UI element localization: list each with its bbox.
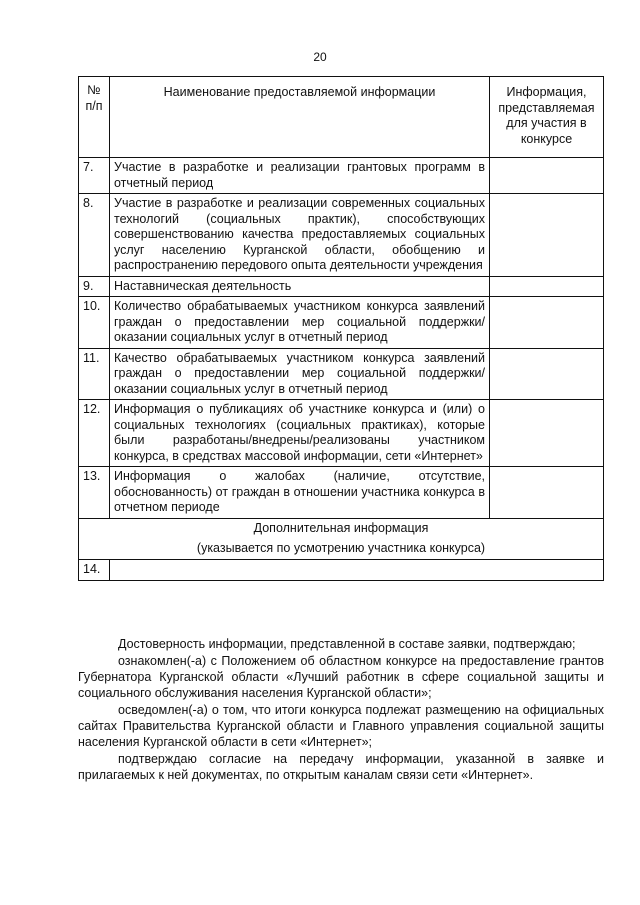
row-info-cell[interactable] xyxy=(490,297,604,349)
row-text: Информация о жалобах (наличие, отсутствие, обоснованность) от граждан в отношении участника конкурса в отчетном периоде xyxy=(110,467,490,519)
row-text: Качество обрабатываемых участником конкурса заявлений граждан о предоставлении мер социальной поддержки/оказании социальных услуг в отчетный период xyxy=(110,348,490,400)
row-text: Наставническая деятельность xyxy=(110,276,490,297)
row-text-input[interactable] xyxy=(110,559,604,580)
table-row xyxy=(79,158,604,194)
row-number: 7. xyxy=(79,158,110,194)
table-row xyxy=(79,194,604,277)
additional-info-title: Дополнительная информация xyxy=(253,520,429,535)
row-text: Участие в разработке и реализации современных социальных технологий (социальных практик), способствующих совершенствованию качества предоставляемых социальных услуг населению Курганской области, обобщению и распространению передового опыта деятельности учреждения xyxy=(110,194,490,277)
table-row xyxy=(79,348,604,400)
declaration-reliability: Достоверность информации, представленной в составе заявки, подтверждаю; xyxy=(118,637,576,651)
declaration-familiarized: ознакомлен(-а) с Положением об областном конкурсе на предоставление грантов Губернатора Курганской области «Лучший работник в сфере социальной защиты и социального обслуживания населения Курганской области»; xyxy=(78,654,604,700)
row-number: 8. xyxy=(79,194,110,277)
row-info-cell[interactable] xyxy=(490,400,604,467)
row-number: 11. xyxy=(79,348,110,400)
table-row xyxy=(79,467,604,519)
table-row xyxy=(79,276,604,297)
row-text: Количество обрабатываемых участником конкурса заявлений граждан о предоставлении мер социальной поддержки/оказании социальных услуг в отчетный период xyxy=(110,297,490,349)
row-number: 9. xyxy=(79,276,110,297)
row-number: 10. xyxy=(79,297,110,349)
row-info-cell[interactable] xyxy=(490,467,604,519)
row-number: 14. xyxy=(79,559,110,580)
table-row xyxy=(79,559,604,580)
row-text: Информация о публикациях об участнике конкурса и (или) о социальных технологиях (социальных практиках), которые были разработаны/внедрены/реализованы участником конкурса, в средствах массовой информации, сети «Интернет» xyxy=(110,400,490,467)
row-info-cell[interactable] xyxy=(490,348,604,400)
row-text: Участие в разработке и реализации грантовых программ в отчетный период xyxy=(110,158,490,194)
declarations-block xyxy=(78,636,604,784)
row-info-cell[interactable] xyxy=(490,194,604,277)
row-info-cell[interactable] xyxy=(490,158,604,194)
row-number: 13. xyxy=(79,467,110,519)
additional-info-row xyxy=(79,518,604,559)
declaration-informed: осведомлен(-а) о том, что итоги конкурса подлежат размещению на официальных сайтах Правительства Курганской области и Главного управления социальной защиты населения Курганской области в сети «Интернет»; xyxy=(78,703,604,749)
table-header-row xyxy=(79,77,604,158)
additional-info-cell xyxy=(79,518,604,559)
header-name: Наименование предоставляемой информации xyxy=(110,77,490,158)
table-row xyxy=(79,297,604,349)
row-number: 12. xyxy=(79,400,110,467)
header-number: № п/п xyxy=(79,77,110,158)
additional-info-note: (указывается по усмотрению участника конкурса) xyxy=(196,541,486,555)
row-info-cell[interactable] xyxy=(490,276,604,297)
information-table xyxy=(78,76,604,581)
header-info: Информация, представляемая для участия в конкурсе xyxy=(490,77,604,158)
table-row xyxy=(79,400,604,467)
page-number: 20 xyxy=(313,50,327,64)
declaration-consent: подтверждаю согласие на передачу информации, указанной в заявке и прилагаемых к ней документах, по открытым каналам связи сети «Интернет». xyxy=(78,752,604,782)
